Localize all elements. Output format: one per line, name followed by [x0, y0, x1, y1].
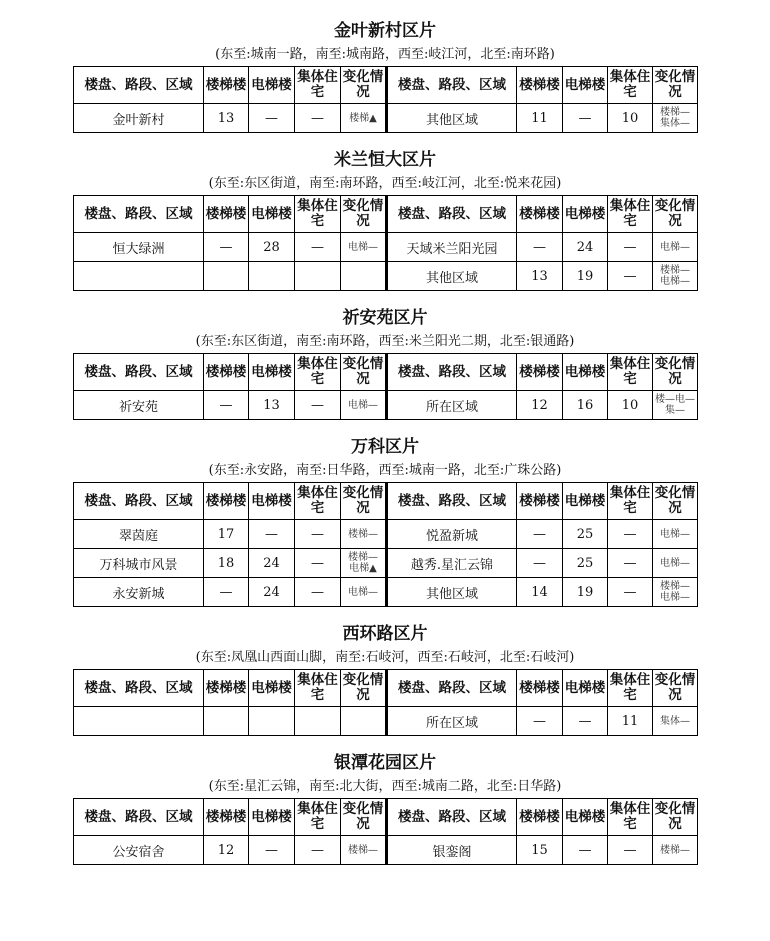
- value-cell: 13: [517, 262, 563, 291]
- value-cell: 24: [563, 233, 608, 262]
- district-section: [0, 305, 770, 420]
- column-header: 楼梯楼: [204, 483, 249, 520]
- column-header: 楼梯楼: [517, 483, 563, 520]
- column-header: 集体住宅: [608, 670, 653, 707]
- column-header: 楼盘、路段、区域: [74, 196, 204, 233]
- column-header: 变化情况: [653, 67, 698, 104]
- table-header-row: [74, 483, 698, 520]
- column-header: 楼盘、路段、区域: [74, 67, 204, 104]
- column-header: 变化情况: [653, 799, 698, 836]
- column-header: 集体住宅: [608, 196, 653, 233]
- column-header: 楼盘、路段、区域: [74, 354, 204, 391]
- estate-name-cell: 所在区域: [387, 707, 517, 736]
- value-cell: 15: [517, 836, 563, 865]
- table-row: [74, 391, 698, 420]
- column-header: 楼盘、路段、区域: [387, 196, 517, 233]
- value-cell: 25: [563, 520, 608, 549]
- table-header-row: [74, 354, 698, 391]
- value-cell: —: [295, 549, 341, 578]
- value-cell: —: [249, 104, 295, 133]
- price-table: [73, 798, 698, 865]
- value-cell: 28: [249, 233, 295, 262]
- column-header: 电梯楼: [249, 670, 295, 707]
- district-section: [0, 18, 770, 133]
- table-row: [74, 262, 698, 291]
- section-boundaries: (东至:城南一路，南至:城南路，西至:岐江河，北至:南环路): [215, 47, 555, 62]
- value-cell: 17: [204, 520, 249, 549]
- change-cell: 楼梯—: [653, 836, 698, 865]
- value-cell: —: [608, 578, 653, 607]
- column-header: 电梯楼: [563, 354, 608, 391]
- column-header: 楼梯楼: [517, 670, 563, 707]
- column-header: 楼盘、路段、区域: [387, 799, 517, 836]
- column-header: 楼梯楼: [204, 196, 249, 233]
- value-cell: —: [563, 104, 608, 133]
- column-header: 集体住宅: [608, 799, 653, 836]
- table-row: [74, 707, 698, 736]
- column-header: 电梯楼: [563, 670, 608, 707]
- estate-name-cell: 其他区域: [387, 578, 517, 607]
- change-cell: 电梯—: [341, 578, 387, 607]
- column-header: 变化情况: [341, 354, 387, 391]
- section-title: 万科区片: [351, 437, 419, 457]
- column-header: 变化情况: [653, 483, 698, 520]
- value-cell: —: [608, 233, 653, 262]
- change-cell: 楼梯— 电梯—: [653, 262, 698, 291]
- column-header: 电梯楼: [563, 196, 608, 233]
- value-cell: 25: [563, 549, 608, 578]
- estate-name-cell: 越秀.星汇云锦: [387, 549, 517, 578]
- change-cell: 楼梯—: [341, 836, 387, 865]
- value-cell: —: [517, 707, 563, 736]
- district-section: [0, 621, 770, 736]
- value-cell: —: [295, 104, 341, 133]
- column-header: 变化情况: [341, 67, 387, 104]
- district-section: [0, 147, 770, 291]
- value-cell: —: [295, 578, 341, 607]
- column-header: 集体住宅: [608, 67, 653, 104]
- table-header-row: [74, 670, 698, 707]
- change-cell: 集体—: [653, 707, 698, 736]
- change-cell: 楼梯— 集体—: [653, 104, 698, 133]
- value-cell: 12: [517, 391, 563, 420]
- column-header: 集体住宅: [295, 670, 341, 707]
- value-cell: —: [204, 391, 249, 420]
- value-cell: [295, 262, 341, 291]
- estate-name-cell: 悦盈新城: [387, 520, 517, 549]
- price-table: [73, 353, 698, 420]
- value-cell: —: [295, 391, 341, 420]
- value-cell: 10: [608, 104, 653, 133]
- section-title: 银潭花园区片: [334, 753, 436, 773]
- value-cell: [249, 262, 295, 291]
- column-header: 变化情况: [341, 799, 387, 836]
- change-cell: 电梯—: [341, 391, 387, 420]
- value-cell: —: [517, 520, 563, 549]
- value-cell: —: [249, 836, 295, 865]
- district-section: [0, 750, 770, 865]
- estate-name-cell: [74, 262, 204, 291]
- estate-name-cell: 公安宿舍: [74, 836, 204, 865]
- column-header: 楼梯楼: [517, 196, 563, 233]
- column-header: 变化情况: [653, 354, 698, 391]
- change-cell: 电梯—: [653, 549, 698, 578]
- district-section: [0, 434, 770, 607]
- table-header-row: [74, 67, 698, 104]
- value-cell: [204, 262, 249, 291]
- column-header: 楼梯楼: [204, 354, 249, 391]
- estate-name-cell: 所在区域: [387, 391, 517, 420]
- value-cell: —: [204, 233, 249, 262]
- change-cell: [341, 707, 387, 736]
- estate-name-cell: 翠茵庭: [74, 520, 204, 549]
- estate-name-cell: 金叶新村: [74, 104, 204, 133]
- value-cell: 18: [204, 549, 249, 578]
- table-row: [74, 520, 698, 549]
- value-cell: [249, 707, 295, 736]
- value-cell: 19: [563, 578, 608, 607]
- value-cell: —: [563, 707, 608, 736]
- section-title: 金叶新村区片: [334, 21, 436, 41]
- estate-name-cell: 恒大绿洲: [74, 233, 204, 262]
- value-cell: 10: [608, 391, 653, 420]
- column-header: 电梯楼: [563, 67, 608, 104]
- table-row: [74, 104, 698, 133]
- table-header-row: [74, 196, 698, 233]
- column-header: 变化情况: [341, 196, 387, 233]
- column-header: 集体住宅: [608, 483, 653, 520]
- column-header: 电梯楼: [249, 799, 295, 836]
- column-header: 集体住宅: [608, 354, 653, 391]
- value-cell: —: [608, 549, 653, 578]
- change-cell: 电梯—: [653, 520, 698, 549]
- value-cell: 12: [204, 836, 249, 865]
- column-header: 楼梯楼: [517, 799, 563, 836]
- estate-name-cell: 其他区域: [387, 104, 517, 133]
- table-header-row: [74, 799, 698, 836]
- value-cell: 11: [517, 104, 563, 133]
- estate-name-cell: 祈安苑: [74, 391, 204, 420]
- column-header: 楼盘、路段、区域: [387, 483, 517, 520]
- column-header: 电梯楼: [249, 67, 295, 104]
- price-table: [73, 482, 698, 607]
- estate-name-cell: 永安新城: [74, 578, 204, 607]
- price-table: [73, 195, 698, 291]
- section-boundaries: (东至:永安路，南至:日华路，西至:城南一路，北至:广珠公路): [208, 463, 562, 478]
- column-header: 楼盘、路段、区域: [387, 67, 517, 104]
- value-cell: —: [608, 520, 653, 549]
- value-cell: —: [608, 836, 653, 865]
- value-cell: —: [204, 578, 249, 607]
- estate-name-cell: 天域米兰阳光园: [387, 233, 517, 262]
- table-row: [74, 578, 698, 607]
- column-header: 电梯楼: [249, 196, 295, 233]
- price-table: [73, 669, 698, 736]
- section-boundaries: (东至:东区街道，南至:南环路，西至:米兰阳光二期，北至:银通路): [195, 334, 575, 349]
- column-header: 变化情况: [341, 670, 387, 707]
- value-cell: —: [563, 836, 608, 865]
- column-header: 楼梯楼: [204, 799, 249, 836]
- change-cell: 楼梯— 电梯—: [653, 578, 698, 607]
- column-header: 集体住宅: [295, 196, 341, 233]
- change-cell: [341, 262, 387, 291]
- column-header: 电梯楼: [563, 799, 608, 836]
- value-cell: 19: [563, 262, 608, 291]
- column-header: 楼盘、路段、区域: [387, 670, 517, 707]
- value-cell: 13: [204, 104, 249, 133]
- change-cell: 楼—电— 集—: [653, 391, 698, 420]
- value-cell: —: [295, 836, 341, 865]
- change-cell: 电梯—: [653, 233, 698, 262]
- value-cell: 11: [608, 707, 653, 736]
- value-cell: —: [608, 262, 653, 291]
- section-boundaries: (东至:星汇云锦，南至:北大街，西至:城南二路，北至:日华路): [208, 779, 562, 794]
- section-title: 西环路区片: [342, 624, 428, 644]
- value-cell: [295, 707, 341, 736]
- value-cell: 24: [249, 578, 295, 607]
- change-cell: 楼梯—: [341, 520, 387, 549]
- section-title: 米兰恒大区片: [334, 150, 436, 170]
- column-header: 集体住宅: [295, 799, 341, 836]
- column-header: 变化情况: [653, 670, 698, 707]
- estate-name-cell: 银銮阁: [387, 836, 517, 865]
- column-header: 变化情况: [341, 483, 387, 520]
- column-header: 集体住宅: [295, 67, 341, 104]
- column-header: 楼盘、路段、区域: [387, 354, 517, 391]
- price-table: [73, 66, 698, 133]
- column-header: 电梯楼: [249, 354, 295, 391]
- table-row: [74, 233, 698, 262]
- column-header: 楼梯楼: [204, 670, 249, 707]
- value-cell: 14: [517, 578, 563, 607]
- estate-name-cell: [74, 707, 204, 736]
- column-header: 集体住宅: [295, 354, 341, 391]
- column-header: 电梯楼: [563, 483, 608, 520]
- value-cell: 13: [249, 391, 295, 420]
- value-cell: —: [249, 520, 295, 549]
- value-cell: 16: [563, 391, 608, 420]
- change-cell: 楼梯— 电梯▲: [341, 549, 387, 578]
- section-boundaries: (东至:凤凰山西面山脚，南至:石岐河，西至:石岐河，北至:石岐河): [195, 650, 575, 665]
- section-title: 祈安苑区片: [342, 308, 428, 328]
- estate-name-cell: 其他区域: [387, 262, 517, 291]
- column-header: 楼盘、路段、区域: [74, 670, 204, 707]
- column-header: 变化情况: [653, 196, 698, 233]
- value-cell: 24: [249, 549, 295, 578]
- column-header: 电梯楼: [249, 483, 295, 520]
- change-cell: 电梯—: [341, 233, 387, 262]
- column-header: 楼盘、路段、区域: [74, 483, 204, 520]
- value-cell: —: [295, 520, 341, 549]
- section-boundaries: (东至:东区街道，南至:南环路，西至:岐江河，北至:悦来花园): [208, 176, 562, 191]
- column-header: 楼梯楼: [517, 67, 563, 104]
- column-header: 楼盘、路段、区域: [74, 799, 204, 836]
- value-cell: —: [517, 549, 563, 578]
- value-cell: —: [517, 233, 563, 262]
- table-row: [74, 549, 698, 578]
- column-header: 集体住宅: [295, 483, 341, 520]
- change-cell: 楼梯▲: [341, 104, 387, 133]
- column-header: 楼梯楼: [204, 67, 249, 104]
- estate-name-cell: 万科城市风景: [74, 549, 204, 578]
- table-row: [74, 836, 698, 865]
- column-header: 楼梯楼: [517, 354, 563, 391]
- value-cell: —: [295, 233, 341, 262]
- value-cell: [204, 707, 249, 736]
